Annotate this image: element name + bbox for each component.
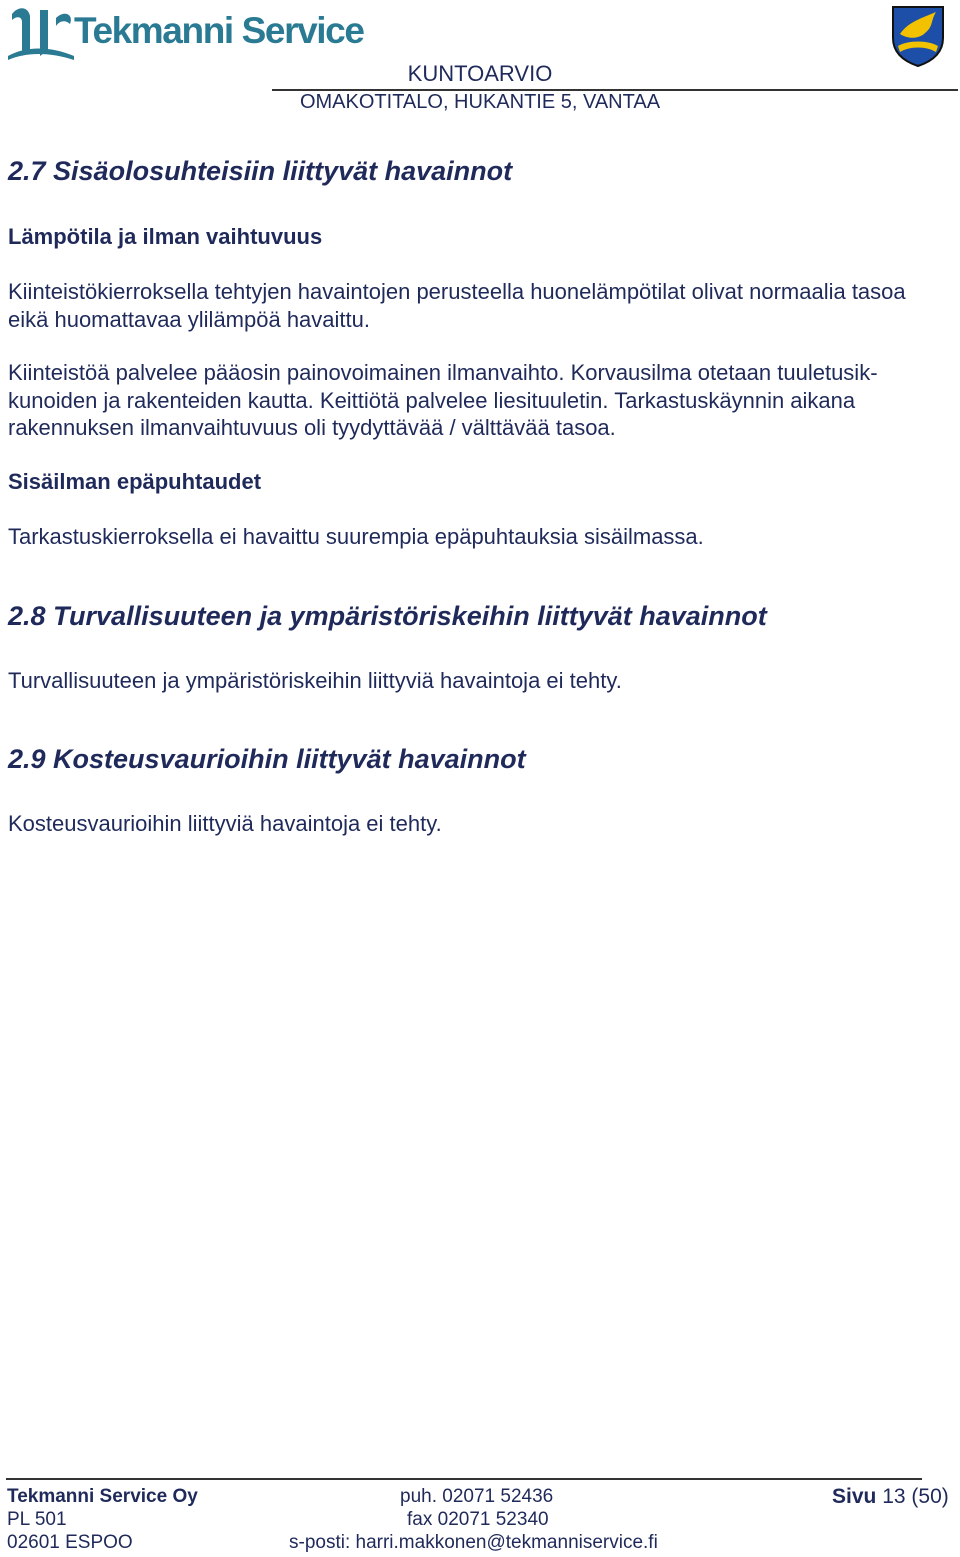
logo-emblem-icon: [6, 4, 76, 62]
footer-page-number: Sivu 13 (50): [832, 1485, 949, 1508]
section-heading-2-9: 2.9 Kosteusvaurioihin liittyvät havainnot: [8, 744, 526, 774]
footer-phone: puh. 02071 52436: [400, 1486, 554, 1507]
subheading-indoor-air-impurities: Sisäilman epäpuhtaudet: [8, 469, 262, 494]
section-heading-2-8: 2.8 Turvallisuuteen ja ympäristöriskeihin liittyvät havainnot: [8, 601, 767, 631]
footer-fax: fax 02071 52340: [407, 1509, 549, 1530]
municipal-crest-icon: [890, 4, 946, 68]
paragraph-impurities: Tarkastuskierroksella ei havaittu suurempia epäpuhtauksia sisäilmassa.: [8, 524, 704, 549]
footer-postal: 02601 ESPOO: [7, 1532, 133, 1553]
property-address: OMAKOTITALO, HUKANTIE 5, VANTAA: [299, 91, 661, 113]
paragraph-temperature: Kiinteistökierroksella tehtyjen havaintojen perusteella huonelämpötilat olivat normaalia tasoa eikä huomattavaa ylilämpöä havaittu.: [8, 279, 906, 332]
logo-text: Tekmanni Service: [74, 10, 364, 51]
paragraph-ventilation: Kiinteistöä palvelee pääosin painovoimainen ilmanvaihto. Korvausilma otetaan tuuletusik-kunoiden ja rakenteiden kautta. Keittiötä palvelee liesituuletin. Tarkastuskäynnin aikana rakennuksen ilmanvaihtuvuus oli tyydyttävää / välttävää tasoa.: [8, 360, 878, 440]
footer-po-box: PL 501: [7, 1509, 67, 1530]
footer-company: Tekmanni Service Oy: [7, 1486, 198, 1507]
document-title: KUNTOARVIO: [407, 61, 553, 86]
paragraph-safety: Turvallisuuteen ja ympäristöriskeihin liittyviä havaintoja ei tehty.: [8, 668, 622, 693]
section-heading-2-7: 2.7 Sisäolosuhteisiin liittyvät havainnot: [8, 156, 513, 186]
subheading-temperature-ventilation: Lämpötila ja ilman vaihtuvuus: [8, 224, 323, 249]
paragraph-moisture: Kosteusvaurioihin liittyviä havaintoja ei tehty.: [8, 811, 442, 836]
footer-divider: [6, 1478, 922, 1480]
footer-email: s-posti: harri.makkonen@tekmanniservice.fi: [289, 1532, 658, 1553]
